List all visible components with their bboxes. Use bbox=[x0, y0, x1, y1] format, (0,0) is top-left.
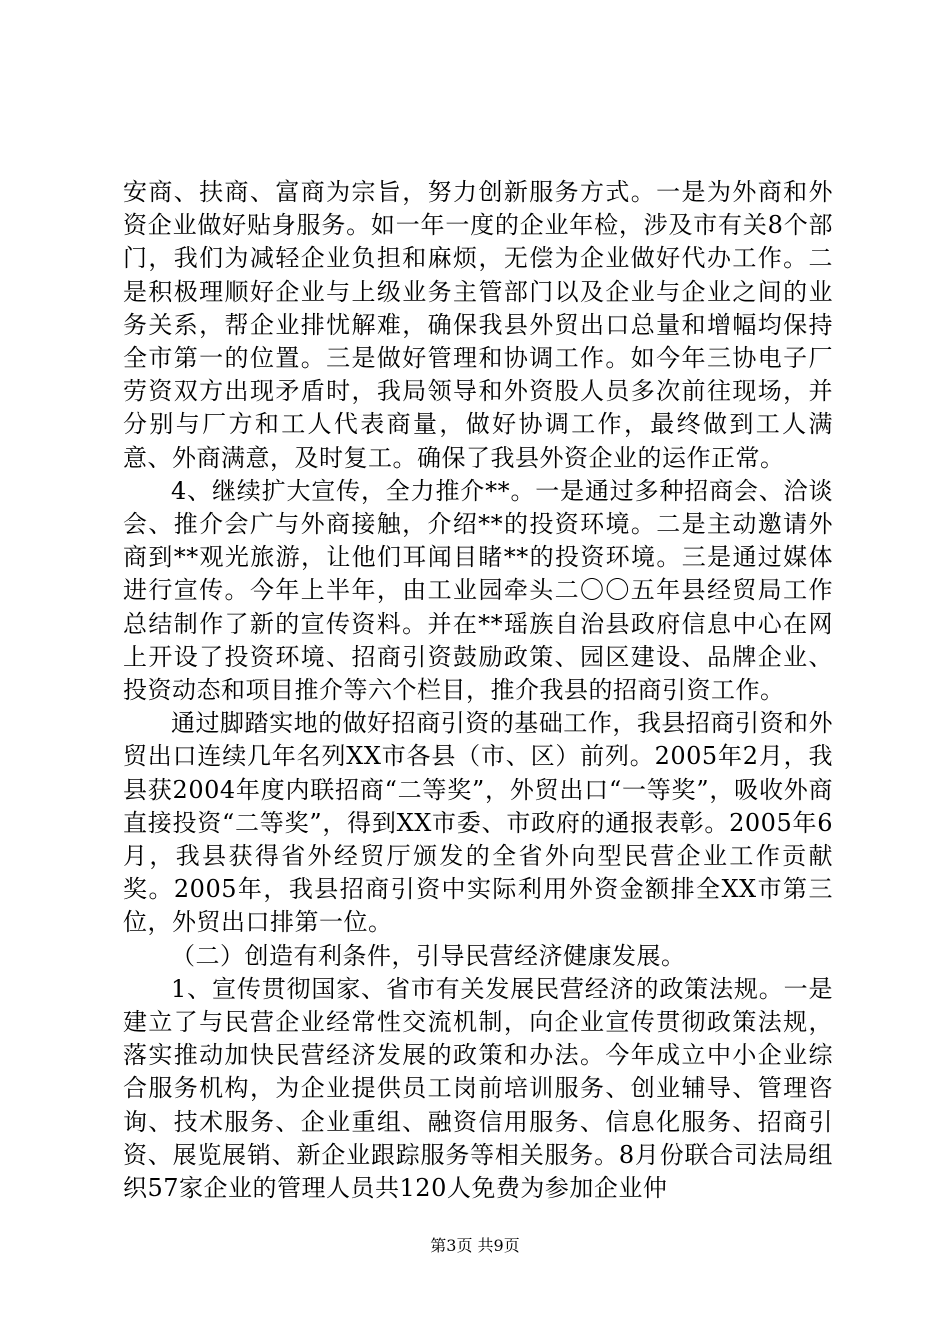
paragraph-continuation: 安商、扶商、富商为宗旨，努力创新服务方式。一是为外商和外资企业做好贴身服务。如一年一度的企业年检，涉及市有关8个部门，我们为减轻企业负担和麻烦，无偿为企业做好代办工作。二是积极理顺好企业与上级业务主管部门以及企业与企业之间的业务关系，帮企业排忧解难，确保我县外贸出口总量和增幅均保持全市第一的位置。三是做好管理和协调工作。如今年三协电子厂劳资双方出现矛盾时，我局领导和外资股人员多次前往现场，并分别与厂方和工人代表商量，做好协调工作，最终做到工人满意、外商满意，及时复工。确保了我县外资企业的运作正常。 bbox=[123, 178, 833, 472]
paragraph-achievements: 通过脚踏实地的做好招商引资的基础工作，我县招商引资和外贸出口连续几年名列XX市各县（市、区）前列。2005年2月，我县获2004年度内联招商“二等奖”，外贸出口“一等奖”，吸收外商直接投资“二等奖”，得到XX市委、市政府的通报表彰。2005年6月，我县获得省外经贸厅颁发的全省外向型民营企业工作贡献奖。2005年，我县招商引资中实际利用外资金额排全XX市第三位，外贸出口排第一位。 bbox=[123, 709, 833, 937]
page-footer: 第3页 共9页 bbox=[430, 1236, 520, 1255]
document-body bbox=[123, 176, 833, 1205]
paragraph-publicity: 4、继续扩大宣传，全力推介**。一是通过多种招商会、洽谈会、推介会广与外商接触，介绍**的投资环境。二是主动邀请外商到**观光旅游，让他们耳闻目睹**的投资环境。三是通过媒体进行宣传。今年上半年，由工业园牵头二〇〇五年县经贸局工作总结制作了新的宣传资料。并在**瑶族自治县政府信息中心在网上开设了投资环境、招商引资鼓励政策、园区建设、品牌企业、投资动态和项目推介等六个栏目，推介我县的招商引资工作。 bbox=[123, 476, 833, 705]
paragraph-policy-publicity: 1、宣传贯彻国家、省市有关发展民营经济的政策法规。一是建立了与民营企业经常性交流机制，向企业宣传贯彻政策法规，落实推动加快民营经济发展的政策和办法。今年成立中小企业综合服务机构，为企业提供员工岗前培训服务、创业辅导、管理咨询、技术服务、企业重组、融资信用服务、信息化服务、招商引资、展览展销、新企业跟踪服务等相关服务。8月份联合司法局组织57家企业的管理人员共120人免费为参加企业仲 bbox=[123, 974, 833, 1203]
section-heading-private-economy: （二）创造有利条件，引导民营经济健康发展。 bbox=[171, 941, 686, 970]
